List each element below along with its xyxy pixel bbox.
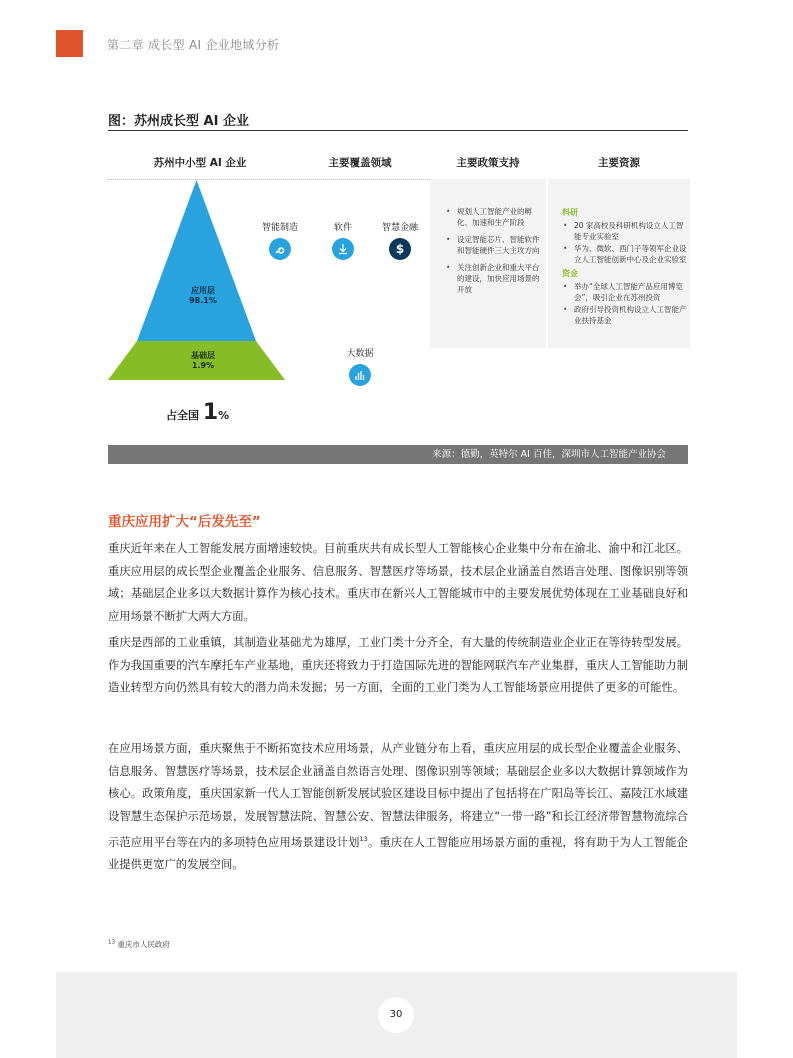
paragraph-1: 重庆近年来在人工智能发展方面增速较快。目前重庆共有成长型人工智能核心企业集中分布在渝北、渝中和江北区。重庆应用层的成长型企业覆盖企业服务、信息服务、智慧医疗等场景，技术层企业涵盖自然语言处理、图像识别等领域；基础层企业多以大数据计算作为核心技术。重庆市在新兴人工智能城市中的主要发展优势体现在工业基础良好和应用场景不断扩大两大方面。 [108,542,688,623]
policy-list [445,206,540,301]
dollar-icon: $ [389,238,411,260]
chart-bars-icon [349,364,371,386]
resource-item: • 政府引导投资机构设立人工智能产业扶持基金 [574,304,687,326]
national-share [166,400,229,425]
paragraph-3 [108,738,688,877]
figure-title: 图：苏州成长型 AI 企业 [108,114,249,129]
wrench-icon [269,238,291,260]
national-share-value: 1 [202,400,219,425]
base-layer-label [158,351,248,371]
domain-label: 智慧金融 [381,223,418,233]
chapter-marker [56,30,83,57]
footnote-ref: 13 [359,835,368,843]
column-header-companies: 苏州中小型 AI 企业 [153,157,247,169]
research-heading: 科研 [562,208,578,217]
footnote-number: 13 [108,939,115,946]
resource-item: • 举办“全球人工智能产品应用博览会”，吸引企业在苏州投资 [574,281,687,303]
resource-item: • 华为、微软、西门子等领军企业设立人工智能创新中心及企业实验室 [574,243,687,265]
policy-item: • 规划人工智能产业的孵化、加速和生产阶段 [457,206,540,228]
paragraph-3-tail: 。重庆在人工智能应用场景方面的重视，将有助于为人工智能企业提供更宽广的发展空间。 [108,835,688,872]
national-share-prefix: 占全国 [166,409,199,422]
domain-big-data [335,346,385,386]
domain-label: 软件 [333,223,352,233]
national-share-unit: % [218,409,230,422]
resources-list [562,207,687,327]
app-layer-name: 应用层 [191,286,215,295]
base-layer-name: 基础层 [191,351,215,360]
column-header-policy: 主要政策支持 [456,157,520,169]
chapter-title: 第二章 成长型 AI 企业地域分析 [107,38,280,52]
pyramid-application-layer [137,180,256,341]
policy-item: • 关注创新企业和重大平台的建设，加快应用场景的开放 [457,262,540,295]
paragraph-2: 重庆是西部的工业重镇，其制造业基础尤为雄厚，工业门类十分齐全，有大量的传统制造业企业正在等待转型发展。作为我国重要的汽车摩托车产业基地，重庆还将致力于打造国际先进的智能网联汽车产业集群，重庆人工智能助力制造业转型方向仍然具有较大的潜力尚未发掘；另一方面，全面的工业门类为人工智能场景应用提供了更多的可能性。 [108,636,688,694]
domain-label: 大数据 [346,349,374,359]
figure-source: 来源：德勤，英特尔 AI 百佳，深圳市人工智能产业协会 [108,445,688,464]
domain-label: 智能制造 [261,223,298,233]
application-layer-label [158,286,248,306]
section-heading: 重庆应用扩大“后发先至” [108,514,261,530]
domain-smart-manufacturing [255,220,305,260]
resource-item: • 20 家高校及科研机构设立人工智能专业实验室 [574,220,687,242]
policy-item: • 设定智能芯片、智能软件和智能硬件三大主攻方向 [457,234,540,256]
pyramid-chart [108,180,285,380]
download-icon [332,238,354,260]
domain-smart-finance [374,220,426,260]
domain-software [318,220,368,260]
footnote [108,939,170,950]
app-layer-percent: 98.1% [189,296,217,305]
column-header-domains: 主要覆盖领域 [328,157,392,169]
footnote-text: 重庆市人民政府 [117,940,170,949]
paragraph-3-text: 在应用场景方面，重庆聚焦于不断拓宽技术应用场景，从产业链分布上看，重庆应用层的成长型企业覆盖企业服务、信息服务、智慧医疗等场景，技术层企业涵盖自然语言处理、图像识别等领域；基础层企业多以大数据计算领域作为核心。政策角度，重庆国家新一代人工智能创新发展试验区建设目标中提出了包括将在广阳岛等长江、嘉陵江水域建设智慧生态保护示范场景，发展智慧法院、智慧公安、智慧法律服务，将建立“一带一路”和长江经济带智慧物流综合示范应用平台等在内的多项特色应用场景建设计划 [108,742,688,849]
figure-divider [108,130,688,131]
base-layer-percent: 1.9% [191,361,215,370]
column-header-resources: 主要资源 [598,157,640,169]
funding-heading: 资金 [562,269,578,278]
page-number: 30 [378,997,414,1033]
